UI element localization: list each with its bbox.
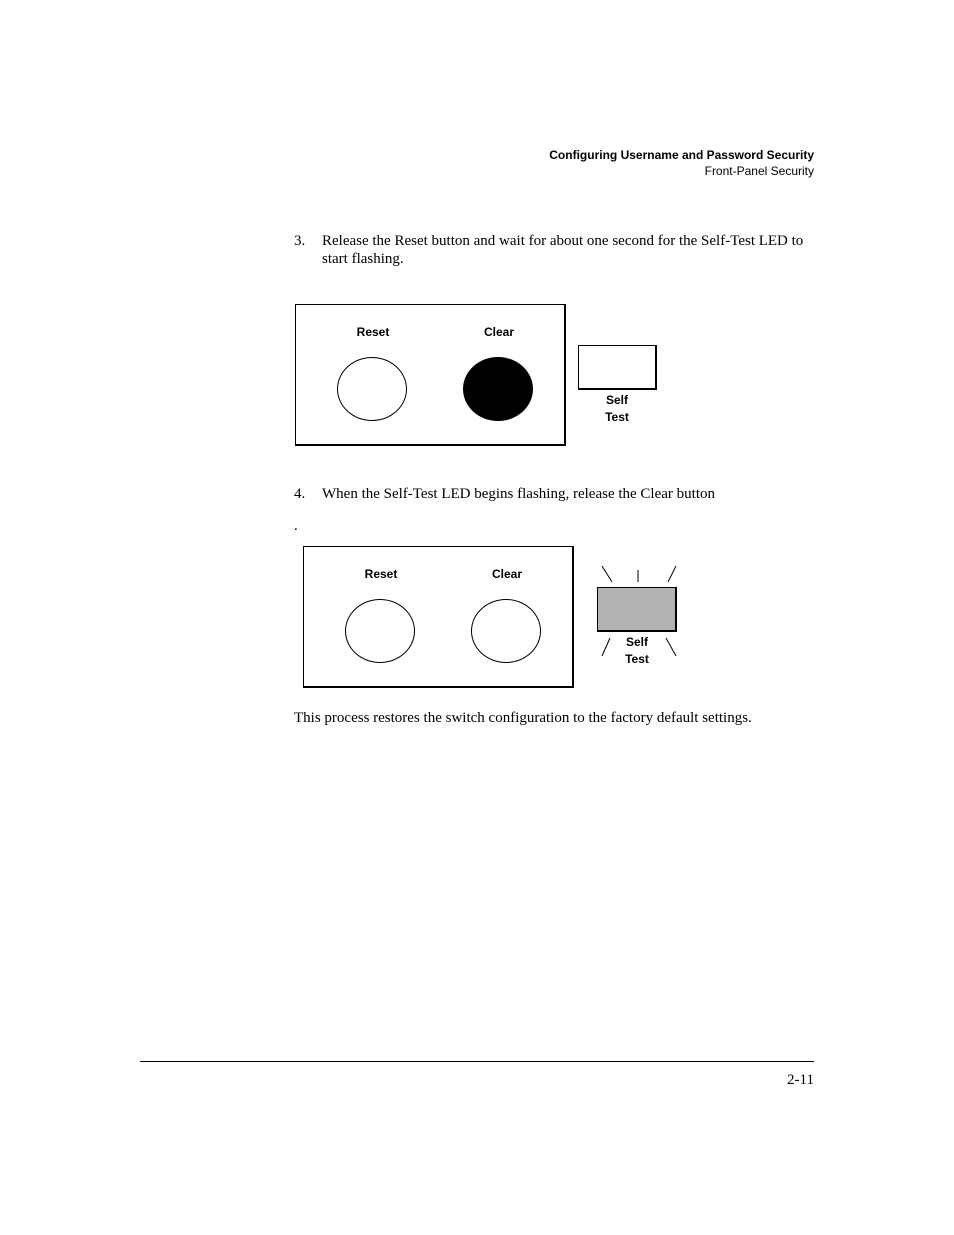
running-header-subtitle: Front-Panel Security xyxy=(704,164,814,178)
step-text: Release the Reset button and wait for about one second for the Self-Test LED to start flashing. xyxy=(322,233,804,267)
reset-label: Reset xyxy=(356,325,390,339)
clear-label: Clear xyxy=(483,325,515,339)
front-panel-figure-2 xyxy=(303,546,574,688)
self-test-label-line2: Test xyxy=(625,652,649,666)
reset-button xyxy=(345,599,415,663)
self-test-led-flashing xyxy=(597,587,677,632)
page-number: 2-11 xyxy=(787,1072,814,1088)
step-number: 3. xyxy=(294,233,306,249)
step-text: When the Self-Test LED begins flashing, release the Clear button xyxy=(322,486,715,502)
self-test-label xyxy=(587,392,647,426)
self-test-label-line1: Self xyxy=(605,393,628,407)
self-test-led-off xyxy=(578,345,657,390)
self-test-label-line2: Test xyxy=(605,410,629,424)
reset-label: Reset xyxy=(364,567,398,581)
front-panel-figure-1 xyxy=(295,304,566,446)
clear-label: Clear xyxy=(491,567,523,581)
footer-rule xyxy=(140,1061,814,1062)
reset-button xyxy=(337,357,407,421)
running-header-title: Configuring Username and Password Security xyxy=(549,148,814,162)
stray-period: . xyxy=(294,518,298,534)
body-paragraph: This process restores the switch configuration to the factory default settings. xyxy=(294,710,752,726)
clear-button xyxy=(471,599,541,663)
step-number: 4. xyxy=(294,486,306,502)
clear-button-pressed xyxy=(463,357,533,421)
self-test-label-line1: Self xyxy=(625,635,648,649)
self-test-label xyxy=(607,634,667,668)
